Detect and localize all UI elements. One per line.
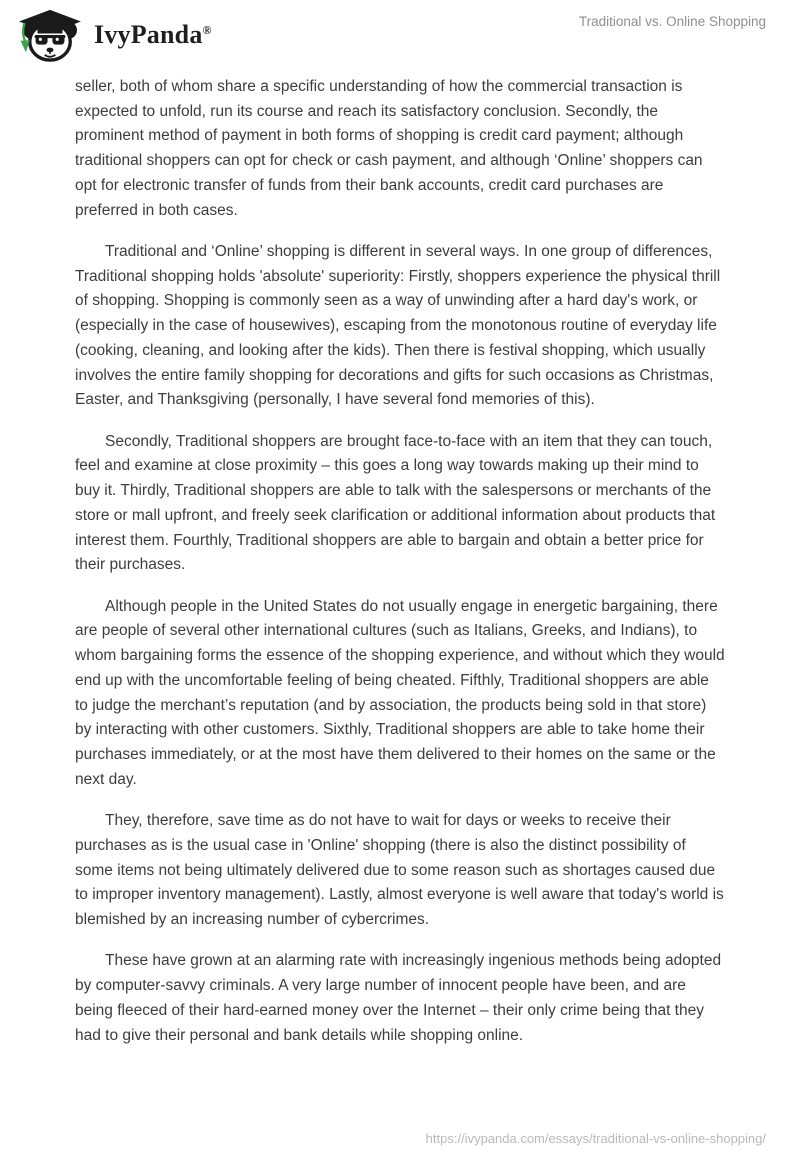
source-url[interactable]: https://ivypanda.com/essays/traditional-vs-online-shopping/: [425, 1131, 766, 1146]
paragraph-3: Secondly, Traditional shoppers are brought face-to-face with an item that they can touch, feel and examine at close proximity – this goes a long way towards making up their mind to buy it. Thirdly, Traditional shoppers are able to talk with the salespersons or merchants of the store or mall upfront, and freely seek clarification or additional information about products that interest them. Fourthly, Traditional shoppers are able to bargain and obtain a better price for their purchases.: [75, 432, 716, 574]
document-title: Traditional vs. Online Shopping: [578, 14, 766, 29]
essay-body: [75, 75, 725, 1048]
brand-name: IvyPanda: [94, 20, 203, 49]
paragraph-5: They, therefore, save time as do not have to wait for days or weeks to receive their purchases as is the usual case in 'Online' shopping (there is also the distinct possibility of some items not being ultimately delivered due to some reason such as shortages caused due to improper inventory management). Lastly, almost everyone is well aware that today's world is blemished by an increasing number of cybercrimes.: [75, 812, 724, 928]
panda-graduation-cap-icon: [14, 8, 86, 62]
paragraph-6: These have grown at an alarming rate with increasingly ingenious methods being adopted by computer-savvy criminals. A very large number of innocent people have been, and are being fleeced of their hard-earned money over the Internet – their only crime being that they had to give their personal and bank details while shopping online.: [75, 952, 722, 1044]
page-footer: [426, 1131, 766, 1146]
page-header: [0, 0, 800, 58]
registered-trademark: ®: [202, 23, 212, 37]
paragraph-2: Traditional and ‘Online’ shopping is different in several ways. In one group of differences, Traditional shopping holds 'absolute' superiority: Firstly, shoppers experience the physical thrill of shopping. Shopping is commonly seen as a way of unwinding after a hard day's work, or (especially in the case of housewives), escaping from the monotonous routine of everyday life (cooking, cleaning, and looking after the kids). Then there is festival shopping, which usually involves the entire family shopping for decorations and gifts for such occasions as Christmas, Easter, and Thanksgiving (personally, I have several fond memories of this).: [75, 243, 721, 409]
brand[interactable]: [14, 8, 212, 62]
paragraph-4: Although people in the United States do not usually engage in energetic bargaining, there are people of several other international cultures (such as Italians, Greeks, and Indians), to whom bargaining forms the essence of the shopping experience, and without which they would end up with the uncomfortable feeling of being cheated. Fifthly, Traditional shoppers are able to judge the merchant’s reputation (and by association, the products being sold in that store) by interacting with other customers. Sixthly, Traditional shoppers are able to take home their purchases immediately, or at the most have them delivered to their homes on the same or the next day.: [75, 597, 725, 788]
brand-wordmark: [94, 20, 212, 50]
paragraph-1: seller, both of whom share a specific understanding of how the commercial transaction is expected to unfold, run its course and reach its satisfactory conclusion. Secondly, the prominent method of payment in both forms of shopping is credit card payment; although traditional shoppers can opt for check or cash payment, and although ‘Online’ shoppers can opt for electronic transfer of funds from their bank accounts, credit card purchases are preferred in both cases.: [75, 78, 703, 219]
